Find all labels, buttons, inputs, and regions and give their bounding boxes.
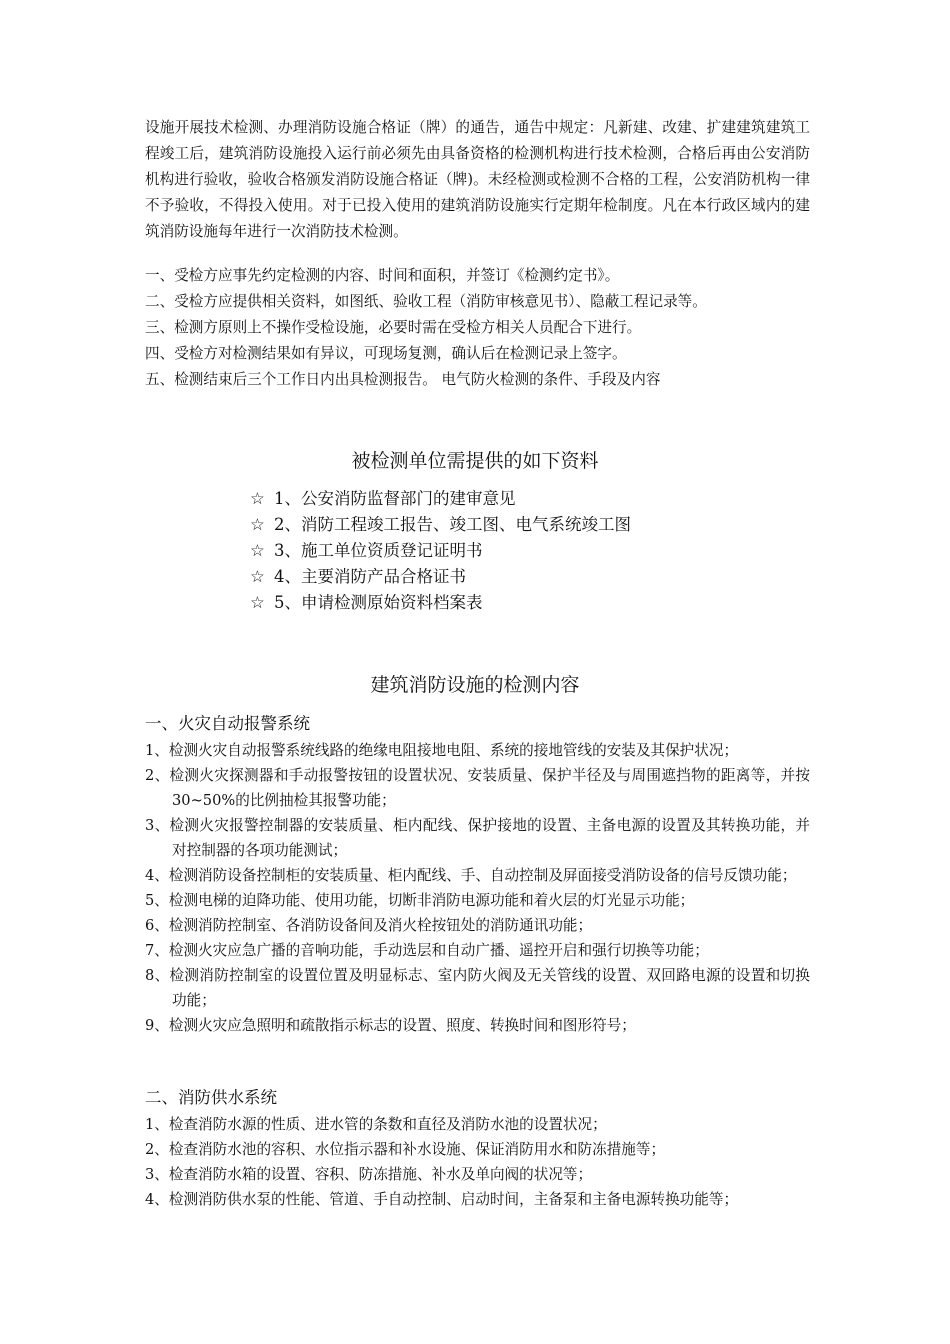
required-materials-list (250, 486, 631, 616)
inspection-section-title: 建筑消防设施的检测内容 (370, 674, 580, 696)
rule-item: 五、检测结束后三个工作日内出具检测报告。 电气防火检测的条件、手段及内容 (145, 371, 661, 388)
fire-alarm-items (145, 738, 810, 1038)
material-item-label: 3、施工单位资质登记证明书 (274, 541, 483, 560)
list-item: 4、检测消防供水泵的性能、管道、手自动控制、启动时间，主备泵和主备电源转换功能等； (145, 1191, 739, 1208)
star-icon: ☆ (250, 515, 265, 534)
list-item: 6、检测消防控制室、各消防设备间及消火栓按钮处的消防通讯功能； (145, 917, 593, 934)
inspection-rules-list (145, 263, 825, 393)
list-item: 3、检查消防水箱的设置、容积、防冻措施、补水及单向阀的状况等； (145, 1166, 593, 1183)
rule-item: 四、受检方对检测结果如有异议，可现场复测，确认后在检测记录上签字。 (145, 345, 627, 362)
list-item: 5、检测电梯的迫降功能、使用功能，切断非消防电源功能和着火层的灯光显示功能； (145, 892, 695, 909)
intro-paragraph: 设施开展技术检测、办理消防设施合格证（牌）的通告，通告中规定：凡新建、改建、扩建建筑建筑工程竣工后，建筑消防设施投入运行前必须先由具备资格的检测机构进行技术检测，合格后再由公安消防机构进行验收，验收合格颁发消防设施合格证（牌)。未经检测或检测不合格的工程，公安消防机构一律不予验收，不得投入使用。对于已投入使用的建筑消防设施实行定期年检制度。凡在本行政区域内的建筑消防设施每年进行一次消防技术检测。 (145, 119, 810, 240)
material-item (250, 564, 631, 590)
material-item (250, 590, 631, 616)
water-supply-items (145, 1112, 810, 1212)
list-item: 3、检测火灾报警控制器的安装质量、柜内配线、保护接地的设置、主备电源的设置及其转换功能，并对控制器的各项功能测试； (145, 817, 810, 859)
list-item: 7、检测火灾应急广播的音响功能，手动选层和自动广播、遥控开启和强行切换等功能； (145, 942, 709, 959)
material-item-label: 4、主要消防产品合格证书 (274, 567, 466, 586)
material-item-label: 1、公安消防监督部门的建审意见 (274, 489, 516, 508)
star-icon: ☆ (250, 593, 265, 612)
list-item: 2、检测火灾探测器和手动报警按钮的设置状况、安装质量、保护半径及与周围遮挡物的距离等，并按30~50%的比例抽检其报警功能； (145, 767, 810, 809)
star-icon: ☆ (250, 541, 265, 560)
materials-section-title: 被检测单位需提供的如下资料 (351, 450, 599, 472)
rule-item: 三、检测方原则上不操作受检设施，必要时需在受检方相关人员配合下进行。 (145, 319, 642, 336)
list-item: 9、检测火灾应急照明和疏散指示标志的设置、照度、转换时间和图形符号； (145, 1017, 636, 1034)
material-item (250, 538, 631, 564)
water-supply-heading: 二、消防供水系统 (145, 1088, 277, 1107)
star-icon: ☆ (250, 489, 265, 508)
material-item-label: 2、消防工程竣工报告、竣工图、电气系统竣工图 (274, 515, 631, 534)
list-item: 8、检测消防控制室的设置位置及明显标志、室内防火阀及无关管线的设置、双回路电源的设置和切换功能； (145, 967, 810, 1009)
star-icon: ☆ (250, 567, 265, 586)
material-item (250, 486, 631, 512)
material-item (250, 512, 631, 538)
rule-item: 二、受检方应提供相关资料，如图纸、验收工程（消防审核意见书）、隐蔽工程记录等。 (145, 293, 707, 310)
rule-item: 一、受检方应事先约定检测的内容、时间和面积，并签订《检测约定书》。 (145, 267, 620, 284)
fire-alarm-heading: 一、火灾自动报警系统 (145, 714, 310, 733)
list-item: 1、检查消防水源的性质、进水管的条数和直径及消防水池的设置状况； (145, 1116, 607, 1133)
material-item-label: 5、申请检测原始资料档案表 (274, 593, 483, 612)
list-item: 4、检测消防设备控制柜的安装质量、柜内配线、手、自动控制及屏面接受消防设备的信号反馈功能； (145, 867, 797, 884)
list-item: 1、检测火灾自动报警系统线路的绝缘电阻接地电阻、系统的接地管线的安装及其保护状况； (145, 742, 739, 759)
list-item: 2、检查消防水池的容积、水位指示器和补水设施、保证消防用水和防冻措施等； (145, 1141, 666, 1158)
